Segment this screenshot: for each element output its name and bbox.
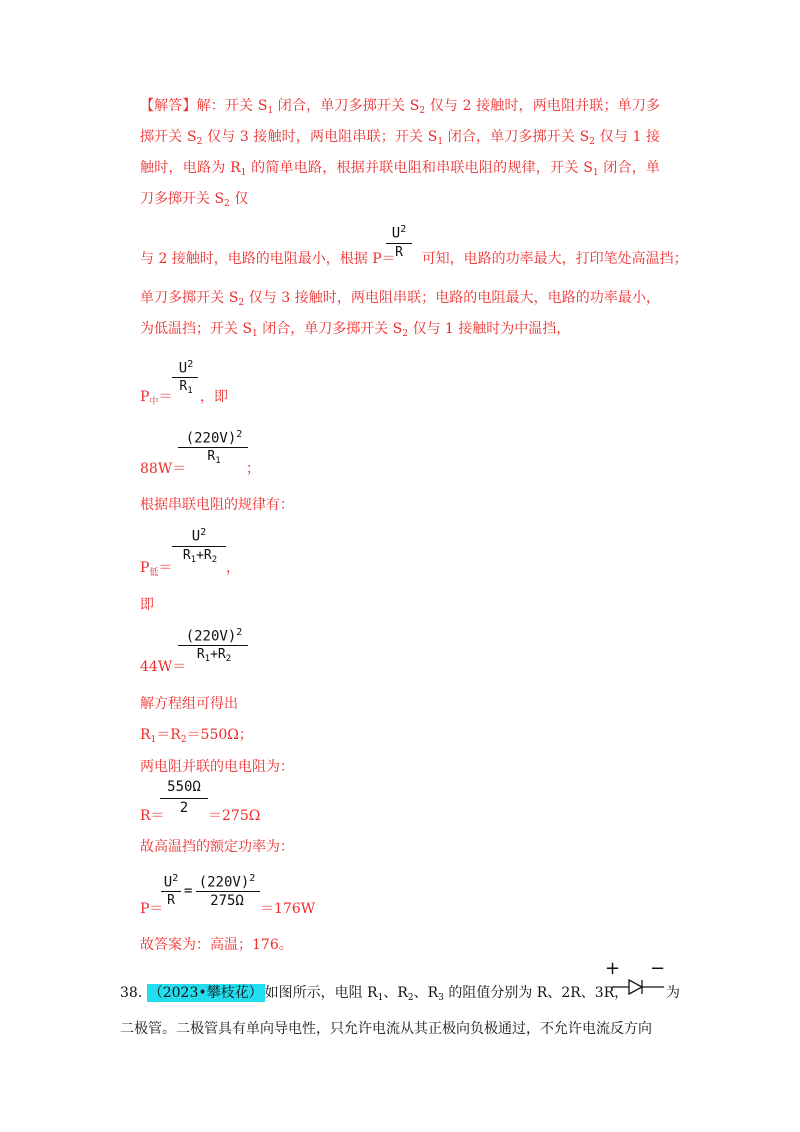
p-high-fraction-bar-2 [196,891,260,892]
p-low-suffix: ， [226,560,240,576]
fraction-u2-over-r: $U^2$ [391,224,407,242]
series-rule-text: 根据串联电阻的规律有： [140,497,294,513]
p-low-denominator: $R_1+R_2$ [182,548,218,565]
p-low-fraction-bar [172,546,226,547]
eq88-label: 88W＝ [140,461,187,477]
high-power-condition-line: 与 2 接触时，电路的电阻最小，根据 P＝ 可知，电路的功率最大，打印笔处高温挡； [140,251,688,267]
p-mid-suffix: ，即 [200,389,228,405]
eq44-label: 44W＝ [140,659,187,675]
p-low-numerator: $U^2$ [191,527,207,545]
question-38-line-2: 二极管。二极管具有单向导电性，只允许电流从其正极向负极通过，不允许电流反方向 [120,1021,652,1037]
resistance-result: $R_1=R_2=550\Omega$； [140,727,253,745]
parallel-text: 两电阻并联的电电阻为： [140,759,294,775]
fraction-bar [386,243,412,244]
p-high-denominator-2: 275Ω [210,893,244,909]
p-high-numerator-1: $U^2$ [163,873,179,891]
p-mid-fraction-numerator: $U^2$ [178,359,194,377]
p-low-label: $P_低=$ [140,560,173,578]
solution-paragraph-2: 单刀多掷开关 $S_2$ 仅与 3 接触时，两电阻串联；电路的电阻最大，电路的功率最小，为低温挡；开关 $S_1$ 闭合，单刀多掷开关 $S_2$ 仅与 1 接触时为中温挡， [140,290,660,339]
solution-paragraph-1: 【解答】解：开关 $S_1$ 闭合，单刀多掷开关 $S_2$ 仅与 2 接触时，两电阻并联；单刀多掷开关 $S_2$ 仅与 3 接触时，两电阻串联；开关 $S_1$ 闭合，单刀多掷开关 $S_2$ 仅与 1 接触时，电路为 $R_1$ 的简单电路，根据并联电阻和串联电阻的规律，开关 $S_1$ 闭合，单刀多掷开关 $S_2$ 仅 [140,98,661,209]
r-parallel-label: R＝ [140,808,165,824]
p-high-suffix: ＝176W [260,901,316,917]
question-number: 38. [120,985,143,1001]
diode-icon [612,978,664,996]
solve-text: 解方程组可得出 [140,696,238,712]
p-mid-label: $P_中=$ [140,389,173,407]
p-high-equals: = [184,883,193,899]
source-tag: （2023•攀枝花） [148,985,263,1001]
question-38-line-1: 38. （2023•攀枝花） 如图所示，电阻 $R_1$、$R_2$、$R_3$ 的阻值分别为 R、2R、3R， [120,985,629,1003]
diode-plus-sign: + [605,958,621,979]
eq88-suffix: ； [246,461,260,477]
eq88-numerator: $(220V)^2$ [185,429,243,447]
diode-minus-sign: − [650,958,666,979]
eq88-denominator: $R_1$ [207,449,221,466]
rated-power-text: 故高温挡的额定功率为： [140,839,294,855]
p-high-denominator-1: R [167,893,175,908]
eq44-numerator: $(220V)^2$ [185,627,243,645]
r-parallel-numerator: 550Ω [167,779,201,795]
r-parallel-fraction-bar [160,798,208,799]
question-38-wei: 为 [666,985,680,1001]
p-high-numerator-2: $(220V)^2$ [198,873,256,891]
p-mid-fraction-bar [172,377,198,378]
r-parallel-suffix: ＝275Ω [208,808,261,824]
eq44-denominator: $R_1+R_2$ [196,647,232,664]
r-parallel-denominator: 2 [179,800,189,816]
ji-text: 即 [140,597,154,613]
fraction-denominator: R [395,245,403,260]
final-answer: 故答案为：高温；176。 [140,937,293,953]
p-high-fraction-bar-1 [161,891,181,892]
eq88-fraction-bar [178,447,248,448]
p-high-label: P＝ [140,901,164,917]
answer-bracket-label: 【解答】 [140,98,197,114]
p-mid-fraction-denominator: $R_1$ [179,379,193,396]
eq44-fraction-bar [178,645,248,646]
